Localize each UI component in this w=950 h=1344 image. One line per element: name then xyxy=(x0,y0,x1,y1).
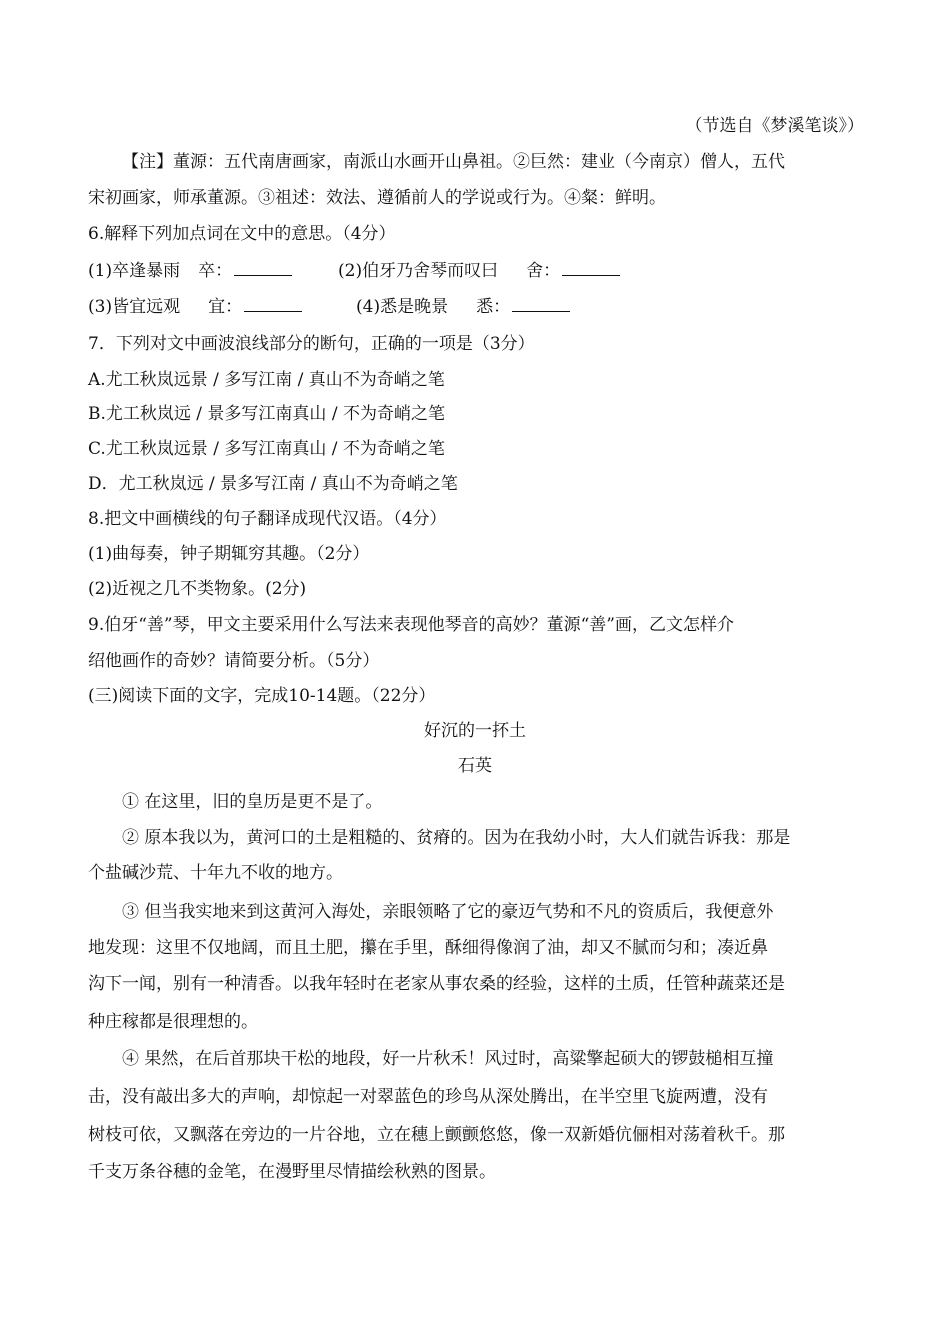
q6-item-4: (4)悉是晚景 xyxy=(356,297,449,317)
q6-answer-blank-2[interactable] xyxy=(562,258,620,276)
question-9-line-2: 绍他画作的奇妙？请简要分析。（5分） xyxy=(88,651,380,671)
q7-option-a: A.尤工秋岚远景 / 多写江南 / 真山不为奇峭之笔 xyxy=(88,370,445,390)
q6-answer-blank-3[interactable] xyxy=(244,294,302,312)
q6-item-1-label: 卒： xyxy=(198,261,233,281)
q6-item-2-label: 舍： xyxy=(526,261,561,281)
q6-item-1: (1)卒逢暴雨 xyxy=(88,261,181,281)
paragraph-3-line-2: 地发现：这里不仅地阔，而且土肥，攥在手里，酥细得像润了油，却又不腻而匀和；凑近鼻 xyxy=(88,938,768,958)
q6-item-3-label: 宜： xyxy=(208,297,243,317)
source-note: （节选自《梦溪笔谈》） xyxy=(685,116,864,136)
q6-item-3: (3)皆宜远观 xyxy=(88,297,181,317)
section-3-heading: (三)阅读下面的文字，完成10-14题。（22分） xyxy=(88,686,436,706)
paragraph-3-line-3: 沟下一闻，别有一种清香。以我年轻时在老家从事农桑的经验，这样的土质，任管种蔬菜还是 xyxy=(88,974,785,994)
question-6-row-1b xyxy=(338,258,620,283)
question-6-stem: 6.解释下列加点词在文中的意思。（4分） xyxy=(88,224,396,244)
q8-item-2: (2)近视之几不类物象。(2分) xyxy=(88,579,307,599)
q6-item-2: (2)伯牙乃舍琴而叹曰 xyxy=(338,261,499,281)
question-7-stem: 7．下列对文中画波浪线部分的断句，正确的一项是（3分） xyxy=(88,334,535,354)
q8-item-1: (1)曲每奏，钟子期辄穷其趣。（2分） xyxy=(88,544,370,564)
question-6-row-2b xyxy=(356,294,570,319)
annotation-line-1: 【注】董源：五代南唐画家，南派山水画开山鼻祖。②巨然：建业（今南京）僧人，五代 xyxy=(122,152,785,172)
question-9-line-1: 9.伯牙“善”琴，甲文主要采用什么写法来表现他琴音的高妙？董源“善”画，乙文怎样介 xyxy=(88,615,734,635)
paragraph-2-line-2: 个盐碱沙荒、十年九不收的地方。 xyxy=(88,863,343,883)
q7-option-d: D．尤工秋岚远 / 景多写江南 / 真山不为奇峭之笔 xyxy=(88,474,458,494)
paragraph-4-line-3: 树枝可依，又飘落在旁边的一片谷地，立在穗上颤颤悠悠，像一双新婚伉俪相对荡着秋千。那 xyxy=(88,1125,785,1145)
annotation-line-2: 宋初画家，师承董源。③祖述：效法、遵循前人的学说或行为。④粲：鲜明。 xyxy=(88,188,666,208)
article-author: 石英 xyxy=(458,756,492,776)
q6-answer-blank-1[interactable] xyxy=(234,258,292,276)
question-8-stem: 8.把文中画横线的句子翻译成现代汉语。（4分） xyxy=(88,509,447,529)
question-6-row-1 xyxy=(88,258,292,283)
paragraph-2-line-1: ② 原本我以为，黄河口的土是粗糙的、贫瘠的。因为在我幼小时，大人们就告诉我：那是 xyxy=(122,828,791,848)
paragraph-1: ① 在这里，旧的皇历是更不是了。 xyxy=(122,792,383,812)
paragraph-3-line-1: ③ 但当我实地来到这黄河入海处，亲眼领略了它的豪迈气势和不凡的资质后，我便意外 xyxy=(122,902,774,922)
question-6-row-2 xyxy=(88,294,302,319)
q7-option-c: C.尤工秋岚远景 / 多写江南真山 / 不为奇峭之笔 xyxy=(88,439,445,459)
q6-answer-blank-4[interactable] xyxy=(512,294,570,312)
article-title: 好沉的一抔土 xyxy=(424,721,526,741)
paragraph-4-line-1: ④ 果然，在后首那块干松的地段，好一片秋禾！风过时，高粱擎起硕大的锣鼓槌相互撞 xyxy=(122,1049,774,1069)
q6-item-4-label: 悉： xyxy=(476,297,511,317)
paragraph-3-line-4: 种庄稼都是很理想的。 xyxy=(88,1012,258,1032)
q7-option-b: B.尤工秋岚远 / 景多写江南真山 / 不为奇峭之笔 xyxy=(88,404,445,424)
paragraph-4-line-2: 击，没有敲出多大的声响，却惊起一对翠蓝色的珍鸟从深处腾出，在半空里飞旋两遭，没有 xyxy=(88,1087,768,1107)
paragraph-4-line-4: 千支万条谷穗的金笔，在漫野里尽情描绘秋熟的图景。 xyxy=(88,1162,496,1182)
